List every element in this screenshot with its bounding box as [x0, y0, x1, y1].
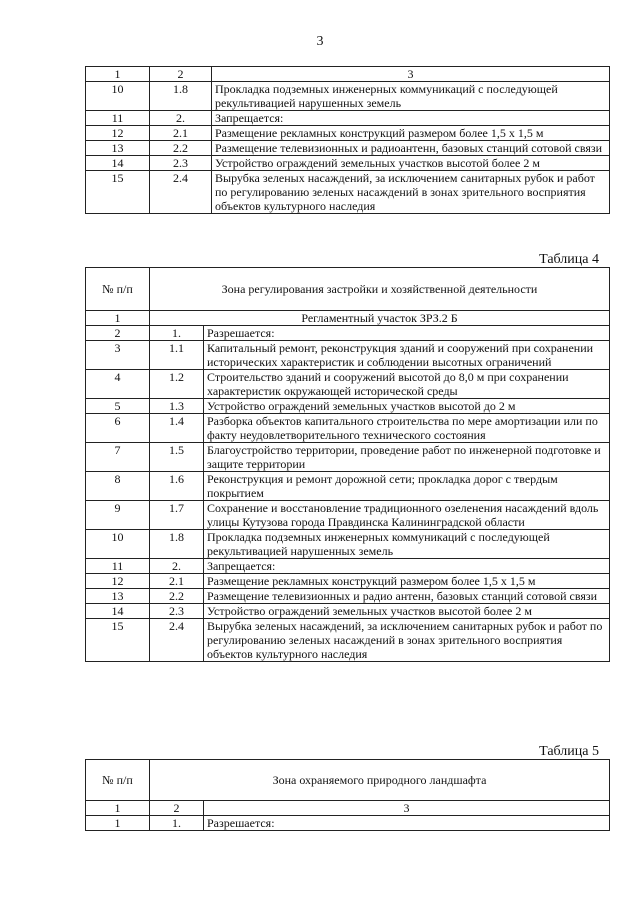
row-number: 14: [86, 156, 150, 171]
item-code: 2.2: [150, 589, 204, 604]
row-number: 14: [86, 604, 150, 619]
table-row: [86, 589, 610, 604]
item-code: 2.1: [150, 574, 204, 589]
table-header-row: [86, 268, 610, 311]
table-row: [86, 530, 610, 559]
table-row: [86, 82, 610, 111]
row-number: 3: [86, 341, 150, 370]
table-5: [85, 759, 610, 831]
item-text: Запрещается:: [204, 559, 610, 574]
item-code: 1.8: [150, 530, 204, 559]
row-number: 11: [86, 111, 150, 126]
row-number: 10: [86, 530, 150, 559]
item-text: Вырубка зеленых насаждений, за исключением санитарных рубок и работ по регулированию зеленых насаждений в зонах зрительного восприятия объектов культурного наследия: [204, 619, 610, 662]
item-code: 1.4: [150, 414, 204, 443]
item-text: Запрещается:: [212, 111, 610, 126]
item-text: Капитальный ремонт, реконструкция зданий и сооружений при сохранении исторических характеристик и соблюдении высотных ограничений: [204, 341, 610, 370]
table-4-caption: Таблица 4: [539, 252, 599, 267]
header-cell: 1: [86, 801, 150, 816]
row-number: 8: [86, 472, 150, 501]
header-cell: 2: [150, 67, 212, 82]
item-text: Устройство ограждений земельных участков высотой до 2 м: [204, 399, 610, 414]
table-row: [86, 604, 610, 619]
table-row: [86, 443, 610, 472]
table-row: [86, 501, 610, 530]
table-row: [86, 156, 610, 171]
row-number: 5: [86, 399, 150, 414]
table-row: [86, 141, 610, 156]
item-code: 2.3: [150, 156, 212, 171]
row-number: 12: [86, 126, 150, 141]
row-number: 10: [86, 82, 150, 111]
table-row: [86, 472, 610, 501]
item-text: Размещение рекламных конструкций размером более 1,5 х 1,5 м: [204, 574, 610, 589]
zone-title: Зона охраняемого природного ландшафта: [150, 760, 610, 801]
header-cell: 3: [212, 67, 610, 82]
number-header: № п/п: [86, 268, 150, 311]
item-code: 2.4: [150, 171, 212, 214]
item-text: Размещение телевизионных и радио антенн, базовых станций сотовой связи: [204, 589, 610, 604]
item-code: 1.5: [150, 443, 204, 472]
row-number: 2: [86, 326, 150, 341]
item-text: Благоустройство территории, проведение работ по инженерной подготовке и защите территории: [204, 443, 610, 472]
row-number: 13: [86, 141, 150, 156]
row-number: 4: [86, 370, 150, 399]
item-code: 2.4: [150, 619, 204, 662]
header-cell: 1: [86, 67, 150, 82]
row-number: 15: [86, 619, 150, 662]
item-code: 1.6: [150, 472, 204, 501]
table-row: [86, 341, 610, 370]
item-text: Реконструкция и ремонт дорожной сети; прокладка дорог с твердым покрытием: [204, 472, 610, 501]
item-text: Вырубка зеленых насаждений, за исключением санитарных рубок и работ по регулированию зеленых насаждений в зонах зрительного восприятия объектов культурного наследия: [212, 171, 610, 214]
item-text: Разрешается:: [204, 326, 610, 341]
row-number: 7: [86, 443, 150, 472]
item-code: 1.: [150, 816, 204, 831]
table-4: [85, 267, 610, 662]
item-text: Прокладка подземных инженерных коммуникаций с последующей рекультивацией нарушенных земель: [212, 82, 610, 111]
table-row: [86, 619, 610, 662]
table-header-row: [86, 67, 610, 82]
table-row: [86, 414, 610, 443]
row-number: 9: [86, 501, 150, 530]
row-number: 1: [86, 816, 150, 831]
table-row: [86, 559, 610, 574]
section-row: [86, 311, 610, 326]
row-number: 13: [86, 589, 150, 604]
item-text: Строительство зданий и сооружений высотой до 8,0 м при сохранении характеристик окружающей исторической среды: [204, 370, 610, 399]
item-code: 1.7: [150, 501, 204, 530]
table-row: [86, 574, 610, 589]
table-header-row: [86, 760, 610, 801]
item-code: 1.2: [150, 370, 204, 399]
table-row: [86, 816, 610, 831]
row-number: 6: [86, 414, 150, 443]
table-row: [86, 370, 610, 399]
item-text: Устройство ограждений земельных участков высотой более 2 м: [204, 604, 610, 619]
page-number: 3: [316, 34, 324, 49]
number-header: № п/п: [86, 760, 150, 801]
table-row: [86, 326, 610, 341]
item-text: Размещение рекламных конструкций размером более 1,5 х 1,5 м: [212, 126, 610, 141]
table-3-continuation: [85, 66, 610, 214]
zone-title: Зона регулирования застройки и хозяйственной деятельности: [150, 268, 610, 311]
item-text: Прокладка подземных инженерных коммуникаций с последующей рекультивацией нарушенных земель: [204, 530, 610, 559]
item-text: Сохранение и восстановление традиционного озеленения насаждений вдоль улицы Кутузова города Правдинска Калининградской области: [204, 501, 610, 530]
item-code: 2.: [150, 111, 212, 126]
item-text: Размещение телевизионных и радиоантенн, базовых станций сотовой связи: [212, 141, 610, 156]
table-row: [86, 171, 610, 214]
item-code: 1.1: [150, 341, 204, 370]
item-code: 1.: [150, 326, 204, 341]
item-text: Устройство ограждений земельных участков высотой более 2 м: [212, 156, 610, 171]
item-text: Разрешается:: [204, 816, 610, 831]
row-number: 12: [86, 574, 150, 589]
item-code: 2.3: [150, 604, 204, 619]
header-cell: 2: [150, 801, 204, 816]
item-text: Разборка объектов капитального строительства по мере амортизации или по факту неудовлетворительного технического состояния: [204, 414, 610, 443]
item-code: 2.2: [150, 141, 212, 156]
section-title: Регламентный участок ЗРЗ.2 Б: [150, 311, 610, 326]
item-code: 2.: [150, 559, 204, 574]
table-header-row: [86, 801, 610, 816]
row-number: 11: [86, 559, 150, 574]
item-code: 1.3: [150, 399, 204, 414]
table-row: [86, 126, 610, 141]
row-number: 15: [86, 171, 150, 214]
row-number: 1: [86, 311, 150, 326]
table-row: [86, 399, 610, 414]
header-cell: 3: [204, 801, 610, 816]
item-code: 1.8: [150, 82, 212, 111]
table-5-caption: Таблица 5: [539, 744, 599, 759]
table-row: [86, 111, 610, 126]
item-code: 2.1: [150, 126, 212, 141]
